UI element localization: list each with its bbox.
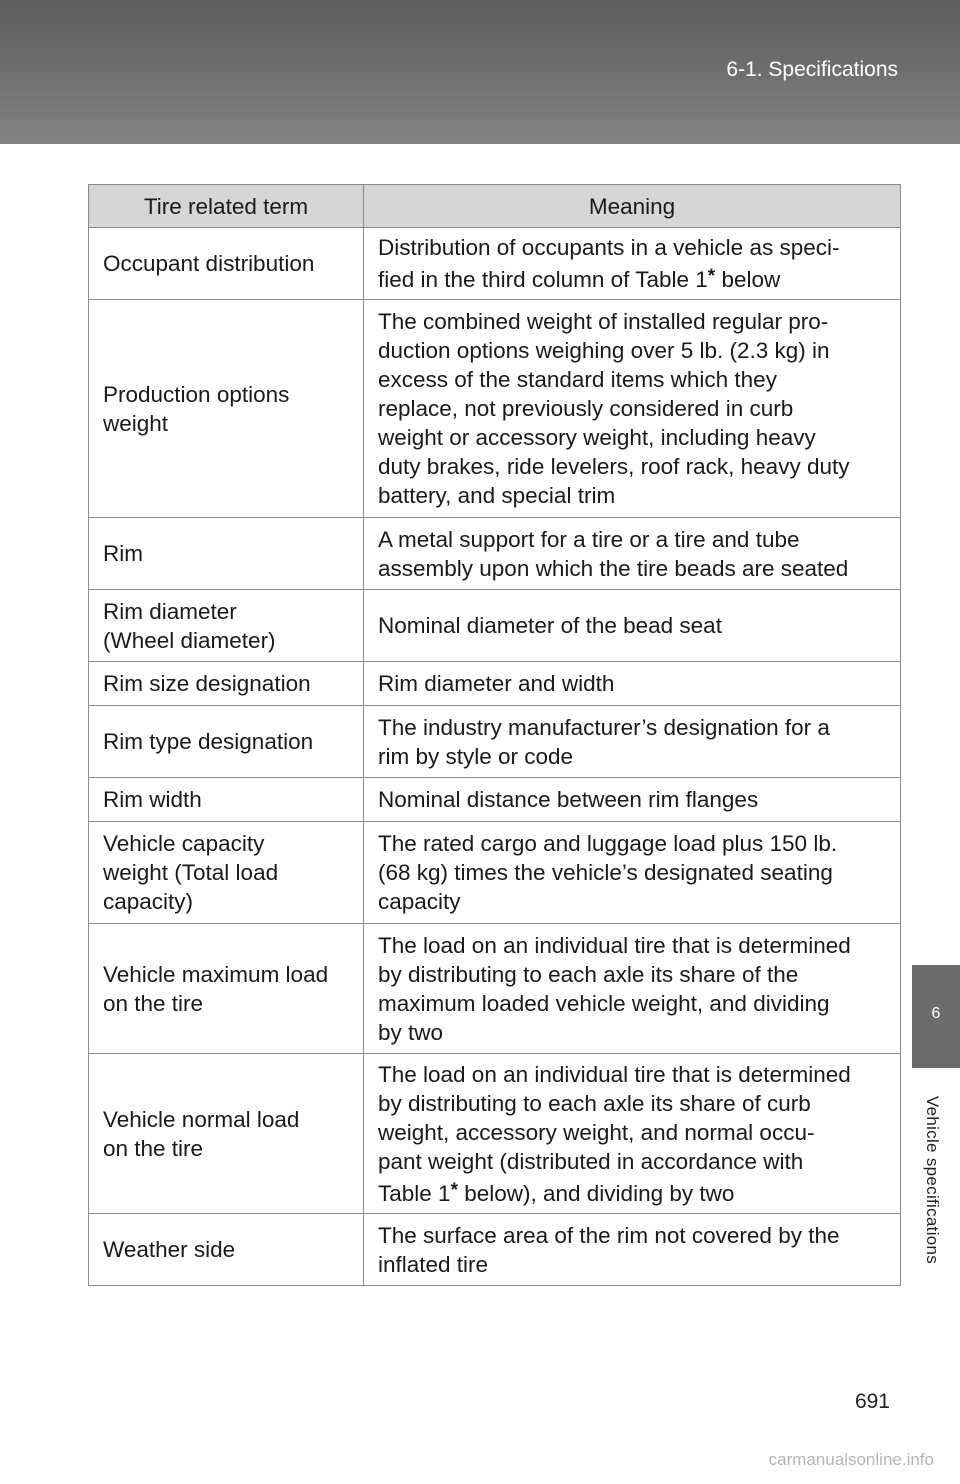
chapter-number: 6 bbox=[931, 1005, 941, 1022]
chapter-tab bbox=[912, 965, 960, 1068]
meaning-line: duty brakes, ride levelers, roof rack, heavy duty bbox=[378, 454, 850, 479]
term-line: Vehicle normal load bbox=[103, 1106, 300, 1132]
meaning-line: Rim diameter and width bbox=[378, 671, 615, 696]
meaning-line: The load on an individual tire that is determined bbox=[378, 932, 851, 958]
meaning-cell bbox=[364, 518, 901, 590]
table-row bbox=[89, 706, 901, 778]
chapter-title: Vehicle specifications bbox=[923, 1095, 942, 1265]
meaning-cell bbox=[364, 228, 901, 300]
table-header-row bbox=[89, 185, 901, 228]
table-row bbox=[89, 1054, 901, 1214]
footnote-star: * bbox=[707, 266, 716, 287]
term-line: on the tire bbox=[103, 1135, 204, 1161]
meaning-line: by two bbox=[378, 1019, 444, 1045]
meaning-line: below bbox=[715, 267, 781, 292]
watermark: carmanualsonline.info bbox=[768, 1450, 934, 1469]
page-number: 691 bbox=[854, 1390, 890, 1413]
term-line: Rim bbox=[103, 541, 143, 566]
term-line: Vehicle maximum load bbox=[103, 961, 329, 987]
meaning-line: inflated tire bbox=[378, 1251, 489, 1277]
term-line: Production options bbox=[103, 381, 290, 407]
meaning-cell bbox=[364, 924, 901, 1054]
term-line: Rim type designation bbox=[103, 729, 314, 754]
meaning-line: A metal support for a tire or a tire and tube bbox=[378, 526, 800, 552]
meaning-line: replace, not previously considered in curb bbox=[378, 396, 794, 421]
term-cell bbox=[89, 1214, 364, 1286]
tire-terms-table bbox=[88, 184, 901, 1286]
page-header bbox=[0, 0, 960, 144]
table-body bbox=[89, 228, 901, 1286]
term-cell bbox=[89, 822, 364, 924]
footnote-star: * bbox=[450, 1179, 458, 1201]
meaning-line: weight, accessory weight, and normal occu- bbox=[378, 1119, 815, 1145]
table-row bbox=[89, 1214, 901, 1286]
meaning-line: Distribution of occupants in a vehicle as speci- bbox=[378, 235, 840, 260]
table-row bbox=[89, 228, 901, 300]
term-cell bbox=[89, 228, 364, 300]
meaning-line: excess of the standard items which they bbox=[378, 367, 777, 392]
term-line: Occupant distribution bbox=[103, 251, 315, 276]
column-header-term: Tire related term bbox=[89, 185, 364, 228]
term-line: weight bbox=[103, 410, 169, 436]
table-row bbox=[89, 662, 901, 706]
meaning-cell bbox=[364, 1214, 901, 1286]
section-title: 6-1. Specifications bbox=[726, 58, 898, 81]
term-line: Vehicle capacity bbox=[103, 831, 265, 856]
table-row bbox=[89, 518, 901, 590]
term-cell bbox=[89, 590, 364, 662]
meaning-line: by distributing to each axle its share of the bbox=[378, 961, 799, 987]
meaning-cell bbox=[364, 300, 901, 518]
meaning-line: The combined weight of installed regular pro- bbox=[378, 309, 829, 334]
meaning-line: The surface area of the rim not covered by the bbox=[378, 1222, 840, 1248]
meaning-line: rim by style or code bbox=[378, 743, 574, 769]
meaning-cell bbox=[364, 662, 901, 706]
meaning-line: maximum loaded vehicle weight, and dividing bbox=[378, 990, 830, 1016]
meaning-line: assembly upon which the tire beads are seated bbox=[378, 555, 849, 581]
term-cell bbox=[89, 300, 364, 518]
meaning-line: The load on an individual tire that is determined bbox=[378, 1061, 851, 1087]
meaning-cell bbox=[364, 778, 901, 822]
meaning-line: The rated cargo and luggage load plus 150 lb. bbox=[378, 831, 838, 856]
meaning-line: pant weight (distributed in accordance with bbox=[378, 1148, 804, 1174]
term-line: Rim width bbox=[103, 787, 202, 812]
term-line: Weather side bbox=[103, 1237, 236, 1262]
term-line: (Wheel diameter) bbox=[103, 627, 276, 653]
term-line: capacity) bbox=[103, 889, 194, 914]
meaning-cell bbox=[364, 590, 901, 662]
column-header-meaning: Meaning bbox=[364, 185, 901, 228]
meaning-line: duction options weighing over 5 lb. (2.3 kg) in bbox=[378, 338, 830, 363]
table-row bbox=[89, 822, 901, 924]
meaning-line: Nominal distance between rim flanges bbox=[378, 787, 759, 812]
term-cell bbox=[89, 706, 364, 778]
term-cell bbox=[89, 518, 364, 590]
table-row bbox=[89, 590, 901, 662]
table-row bbox=[89, 778, 901, 822]
meaning-line: by distributing to each axle its share of curb bbox=[378, 1090, 811, 1116]
term-cell bbox=[89, 1054, 364, 1214]
meaning-line: battery, and special trim bbox=[378, 483, 616, 508]
meaning-line: capacity bbox=[378, 889, 461, 914]
meaning-line: below), and dividing by two bbox=[457, 1180, 735, 1206]
term-cell bbox=[89, 924, 364, 1054]
meaning-line: fied in the third column of Table 1 bbox=[378, 267, 708, 292]
meaning-line: (68 kg) times the vehicle’s designated seating bbox=[378, 860, 833, 885]
meaning-cell bbox=[364, 1054, 901, 1214]
meaning-line: The industry manufacturer’s designation for a bbox=[378, 714, 830, 740]
table-row bbox=[89, 924, 901, 1054]
meaning-line: Table 1 bbox=[378, 1180, 451, 1206]
term-line: Rim size designation bbox=[103, 671, 311, 696]
term-line: Rim diameter bbox=[103, 598, 237, 624]
term-line: weight (Total load bbox=[103, 860, 279, 885]
meaning-cell bbox=[364, 822, 901, 924]
term-cell bbox=[89, 662, 364, 706]
term-cell bbox=[89, 778, 364, 822]
meaning-line: weight or accessory weight, including heavy bbox=[378, 425, 816, 450]
table-row bbox=[89, 300, 901, 518]
meaning-line: Nominal diameter of the bead seat bbox=[378, 613, 722, 638]
term-line: on the tire bbox=[103, 990, 204, 1016]
meaning-cell bbox=[364, 706, 901, 778]
